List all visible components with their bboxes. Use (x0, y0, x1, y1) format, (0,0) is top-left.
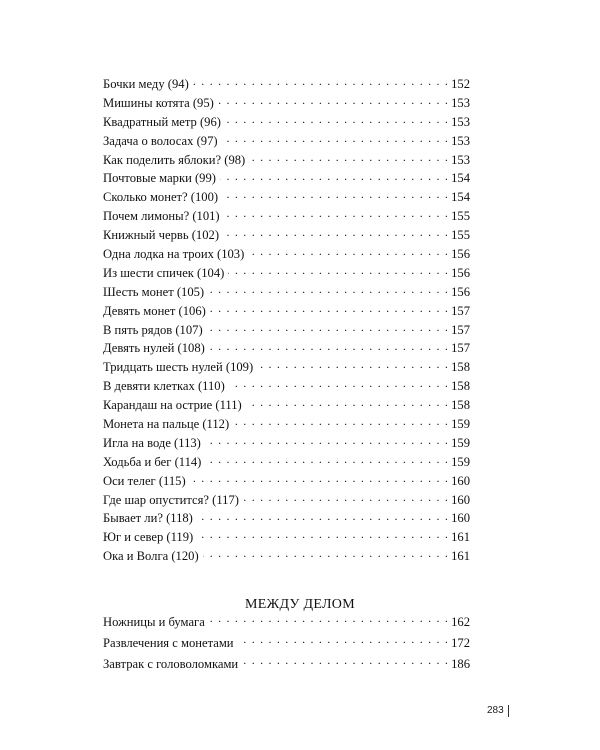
dot-leader (223, 227, 449, 239)
toc-entry (103, 75, 470, 94)
entry-page-number: 156 (451, 265, 470, 280)
entry-title: Бочки меду (94) (103, 77, 189, 91)
entry-title: Мишины котята (95) (103, 95, 214, 110)
toc-entry (103, 94, 470, 113)
toc-entry (103, 321, 470, 340)
dot-leader (225, 114, 449, 126)
entry-page-number: 160 (451, 511, 470, 526)
dot-leader (220, 170, 449, 182)
dot-leader (246, 397, 449, 409)
entry-page-number: 157 (451, 303, 470, 318)
entry-page-number: 158 (451, 379, 470, 394)
entry-title: Квадратный метр (96) (103, 114, 221, 129)
toc-entry (103, 377, 470, 396)
entry-page-number: 153 (451, 133, 470, 148)
toc-entry (103, 633, 470, 654)
dot-leader (209, 340, 449, 352)
entry-page-number: 159 (451, 454, 470, 469)
toc-entry (103, 358, 470, 377)
entry-page-number: 161 (451, 530, 470, 545)
entry-title: Книжный червь (102) (103, 228, 220, 243)
entry-page-number: 152 (451, 77, 470, 91)
entry-page-number: 157 (451, 341, 470, 356)
dot-leader (257, 359, 449, 371)
entry-page-number: 153 (451, 95, 470, 110)
toc-entry (103, 453, 470, 472)
entry-page-number: 172 (451, 636, 470, 650)
entry-page-number: 155 (451, 209, 470, 224)
entry-title: Из шести спичек (104) (103, 265, 225, 280)
dot-leader (228, 265, 449, 277)
dot-leader (190, 473, 449, 485)
dot-leader (248, 246, 449, 258)
entry-page-number: 153 (451, 152, 470, 167)
dot-leader (193, 76, 449, 88)
dot-leader (243, 492, 449, 504)
dot-leader (233, 416, 449, 428)
toc-entry (103, 547, 470, 566)
toc-entry (103, 612, 470, 633)
toc-entry (103, 472, 470, 491)
entry-title: В девяти клетках (110) (103, 379, 225, 394)
dot-leader (209, 614, 449, 626)
toc-entry (103, 509, 470, 528)
table-of-contents (103, 75, 470, 566)
entry-title: Ножницы и бумага (103, 615, 205, 629)
entry-page-number: 158 (451, 398, 470, 413)
entry-page-number: 159 (451, 435, 470, 450)
section-contents (103, 612, 470, 675)
toc-entry (103, 283, 470, 302)
entry-page-number: 154 (451, 190, 470, 205)
toc-entry (103, 226, 470, 245)
toc-entry (103, 169, 470, 188)
entry-page-number: 186 (451, 657, 470, 671)
toc-entry (103, 491, 470, 510)
toc-entry (103, 207, 470, 226)
entry-title: Где шар опустится? (117) (103, 492, 239, 507)
toc-entry (103, 132, 470, 151)
toc-entry (103, 654, 470, 675)
entry-title: Ока и Волга (120) (103, 549, 199, 564)
entry-title: Оси телег (115) (103, 473, 186, 488)
entry-title: Игла на воде (113) (103, 435, 201, 450)
entry-title: Девять монет (106) (103, 303, 206, 318)
entry-page-number: 157 (451, 322, 470, 337)
entry-title: В пять рядов (107) (103, 322, 203, 337)
toc-entry (103, 434, 470, 453)
dot-leader (207, 322, 449, 334)
entry-title: Задача о волосах (97) (103, 133, 218, 148)
toc-entry (103, 188, 470, 207)
dot-leader (197, 529, 449, 541)
dot-leader (205, 435, 449, 447)
toc-entry (103, 151, 470, 170)
toc-entry (103, 396, 470, 415)
dot-leader (238, 635, 450, 647)
toc-entry (103, 113, 470, 132)
dot-leader (208, 284, 449, 296)
page-number-rule (508, 705, 509, 717)
entry-page-number: 162 (451, 615, 470, 629)
entry-title: Карандаш на острие (111) (103, 398, 242, 413)
entry-page-number: 160 (451, 492, 470, 507)
dot-leader (229, 378, 449, 390)
entry-title: Монета на пальце (112) (103, 417, 230, 432)
entry-title: Девять нулей (108) (103, 341, 205, 356)
entry-page-number: 156 (451, 247, 470, 262)
entry-title: Бывает ли? (118) (103, 511, 193, 526)
entry-page-number: 160 (451, 473, 470, 488)
dot-leader (222, 133, 450, 145)
section-heading: МЕЖДУ ДЕЛОМ (245, 597, 355, 612)
dot-leader (205, 454, 449, 466)
entry-page-number: 154 (451, 171, 470, 186)
entry-title: Почтовые марки (99) (103, 171, 216, 186)
dot-leader (249, 152, 449, 164)
entry-page-number: 153 (451, 114, 470, 129)
entry-title: Юг и север (119) (103, 530, 194, 545)
entry-title: Одна лодка на троих (103) (103, 247, 245, 262)
entry-page-number: 161 (451, 549, 470, 564)
entry-title: Завтрак с головоломками (103, 657, 239, 671)
dot-leader (210, 303, 449, 315)
dot-leader (242, 656, 449, 668)
toc-entry (103, 245, 470, 264)
page-number: 283 (487, 705, 504, 716)
toc-entry (103, 264, 470, 283)
dot-leader (224, 208, 449, 220)
entry-title: Как поделить яблоки? (98) (103, 152, 246, 167)
dot-leader (197, 510, 449, 522)
dot-leader (218, 95, 449, 107)
entry-title: Почем лимоны? (101) (103, 209, 220, 224)
entry-title: Сколько монет? (100) (103, 190, 219, 205)
entry-title: Тридцать шесть нулей (109) (103, 360, 254, 375)
entry-title: Развлечения с монетами (103, 636, 234, 650)
toc-entry (103, 528, 470, 547)
entry-page-number: 158 (451, 360, 470, 375)
dot-leader (203, 548, 449, 560)
toc-entry (103, 415, 470, 434)
toc-entry (103, 339, 470, 358)
entry-page-number: 155 (451, 228, 470, 243)
entry-page-number: 159 (451, 417, 470, 432)
entry-page-number: 156 (451, 284, 470, 299)
entry-title: Шесть монет (105) (103, 284, 205, 299)
entry-title: Ходьба и бег (114) (103, 454, 202, 469)
dot-leader (222, 189, 449, 201)
toc-entry (103, 302, 470, 321)
